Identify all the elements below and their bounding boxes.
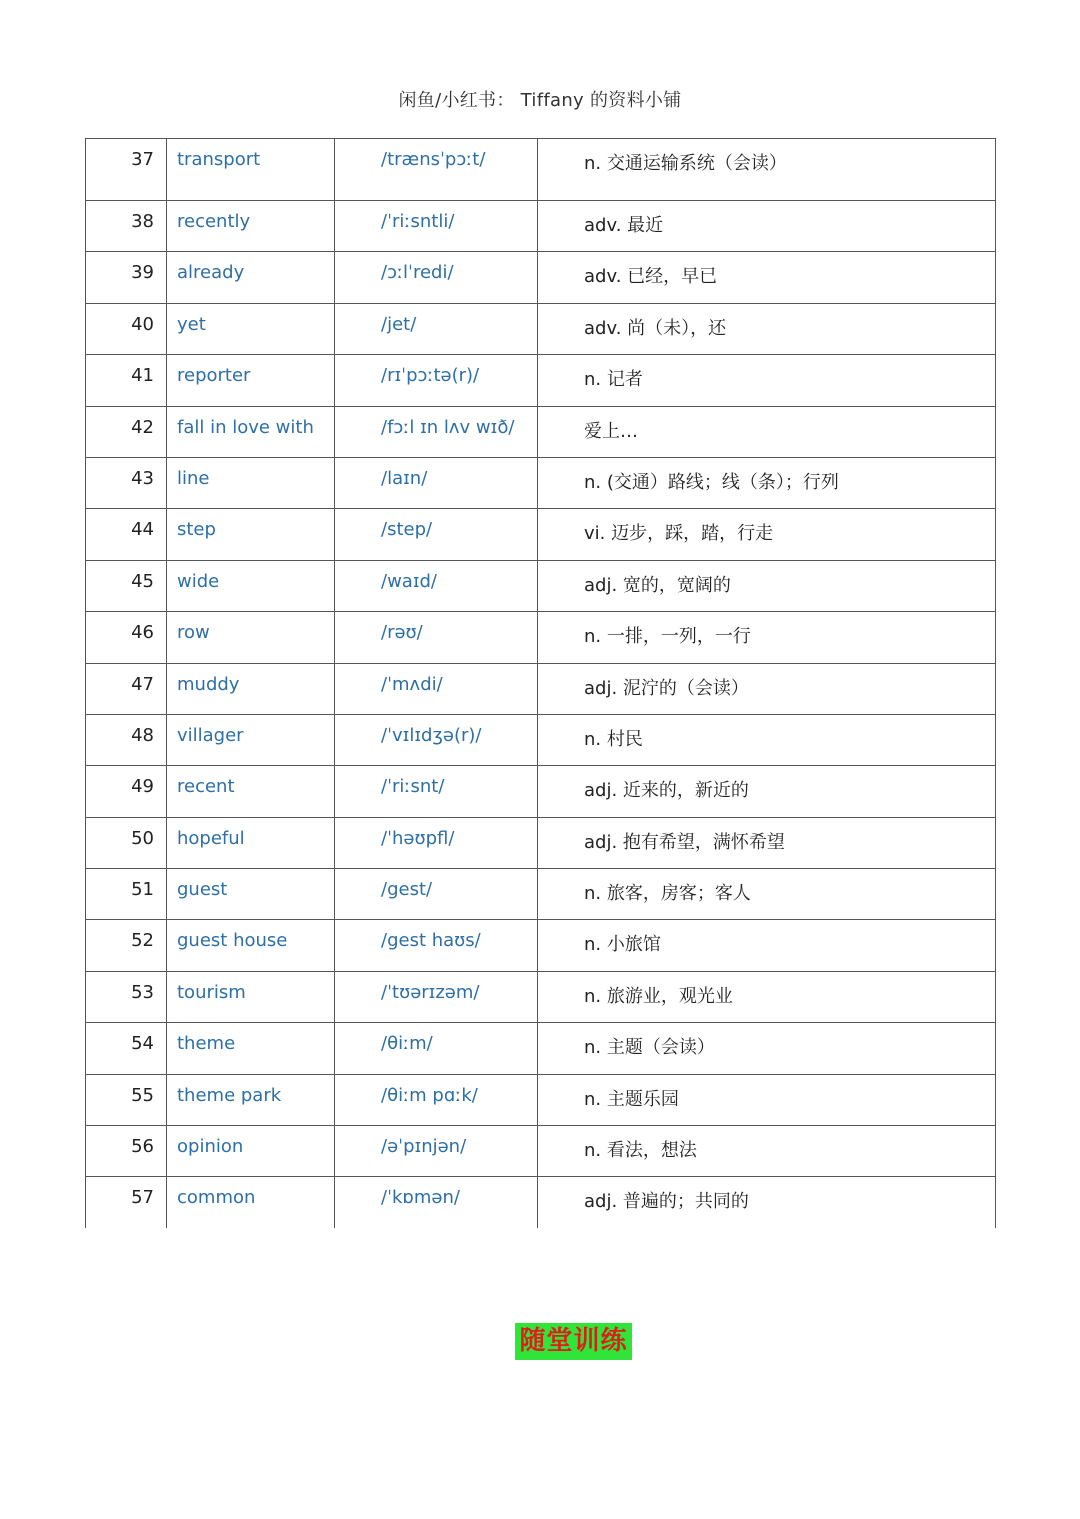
word-cell: already [167, 252, 335, 303]
table-row [86, 817, 996, 868]
word-cell: recently [167, 201, 335, 252]
table-row [86, 252, 996, 303]
meaning-cell: vi. 迈步，踩，踏，行走 [538, 509, 996, 560]
row-number: 45 [86, 560, 167, 611]
table-row [86, 303, 996, 354]
vocabulary-table [85, 138, 996, 1228]
row-number: 39 [86, 252, 167, 303]
row-number: 46 [86, 612, 167, 663]
phonetic-cell: /gest haʊs/ [335, 920, 538, 971]
word-cell: step [167, 509, 335, 560]
phonetic-cell: /waɪd/ [335, 560, 538, 611]
meaning-cell: adj. 近来的，新近的 [538, 766, 996, 817]
phonetic-cell: /trænsˈpɔːt/ [335, 139, 538, 201]
meaning-cell: n. 主题乐园 [538, 1074, 996, 1125]
word-cell: fall in love with [167, 406, 335, 457]
meaning-cell: adv. 已经，早已 [538, 252, 996, 303]
meaning-cell: n. 旅游业，观光业 [538, 971, 996, 1022]
section-title: 随堂训练 [515, 1323, 632, 1360]
row-number: 47 [86, 663, 167, 714]
table-row [86, 766, 996, 817]
row-number: 43 [86, 457, 167, 508]
phonetic-cell: /rɪˈpɔːtə(r)/ [335, 355, 538, 406]
row-number: 38 [86, 201, 167, 252]
row-number: 49 [86, 766, 167, 817]
table-row [86, 355, 996, 406]
phonetic-cell: /əˈpɪnjən/ [335, 1126, 538, 1177]
word-cell: yet [167, 303, 335, 354]
meaning-cell: n. 记者 [538, 355, 996, 406]
phonetic-cell: /ˈtʊərɪzəm/ [335, 971, 538, 1022]
word-cell: tourism [167, 971, 335, 1022]
row-number: 41 [86, 355, 167, 406]
word-cell: theme [167, 1023, 335, 1074]
phonetic-cell: /θiːm pɑːk/ [335, 1074, 538, 1125]
meaning-cell: n. 旅客，房客；客人 [538, 869, 996, 920]
row-number: 48 [86, 714, 167, 765]
word-cell: reporter [167, 355, 335, 406]
phonetic-cell: /ˈmʌdi/ [335, 663, 538, 714]
word-cell: recent [167, 766, 335, 817]
row-number: 52 [86, 920, 167, 971]
page-header: 闲鱼/小红书： Tiffany 的资料小铺 [398, 90, 682, 111]
phonetic-cell: /step/ [335, 509, 538, 560]
table-row [86, 139, 996, 201]
table-row [86, 663, 996, 714]
meaning-cell: adv. 尚（未），还 [538, 303, 996, 354]
table-row [86, 869, 996, 920]
meaning-cell: n. 看法，想法 [538, 1126, 996, 1177]
meaning-cell: adj. 抱有希望，满怀希望 [538, 817, 996, 868]
meaning-cell: n. 交通运输系统（会读） [538, 139, 996, 201]
meaning-cell: 爱上… [538, 406, 996, 457]
table-row [86, 457, 996, 508]
row-number: 56 [86, 1126, 167, 1177]
meaning-cell: adv. 最近 [538, 201, 996, 252]
row-number: 54 [86, 1023, 167, 1074]
phonetic-cell: /gest/ [335, 869, 538, 920]
phonetic-cell: /laɪn/ [335, 457, 538, 508]
row-number: 50 [86, 817, 167, 868]
table-row [86, 1023, 996, 1074]
word-cell: guest [167, 869, 335, 920]
table-row [86, 509, 996, 560]
table-row [86, 1177, 996, 1228]
phonetic-cell: /ɔːlˈredi/ [335, 252, 538, 303]
phonetic-cell: /ˈhəʊpfl/ [335, 817, 538, 868]
row-number: 42 [86, 406, 167, 457]
phonetic-cell: /ˈvɪlɪdʒə(r)/ [335, 714, 538, 765]
word-cell: villager [167, 714, 335, 765]
word-cell: muddy [167, 663, 335, 714]
phonetic-cell: /ˈriːsntli/ [335, 201, 538, 252]
meaning-cell: adj. 泥泞的（会读） [538, 663, 996, 714]
phonetic-cell: /jet/ [335, 303, 538, 354]
phonetic-cell: /rəʊ/ [335, 612, 538, 663]
table-row [86, 971, 996, 1022]
row-number: 57 [86, 1177, 167, 1228]
meaning-cell: n. 主题（会读） [538, 1023, 996, 1074]
word-cell: guest house [167, 920, 335, 971]
table-row [86, 1074, 996, 1125]
word-cell: common [167, 1177, 335, 1228]
word-cell: wide [167, 560, 335, 611]
row-number: 53 [86, 971, 167, 1022]
word-cell: line [167, 457, 335, 508]
meaning-cell: adj. 宽的，宽阔的 [538, 560, 996, 611]
row-number: 44 [86, 509, 167, 560]
phonetic-cell: /fɔːl ɪn lʌv wɪð/ [335, 406, 538, 457]
row-number: 51 [86, 869, 167, 920]
meaning-cell: adj. 普遍的；共同的 [538, 1177, 996, 1228]
table-row [86, 1126, 996, 1177]
word-cell: transport [167, 139, 335, 201]
table-row [86, 406, 996, 457]
word-cell: hopeful [167, 817, 335, 868]
meaning-cell: n. 村民 [538, 714, 996, 765]
row-number: 37 [86, 139, 167, 201]
word-cell: theme park [167, 1074, 335, 1125]
meaning-cell: n. 小旅馆 [538, 920, 996, 971]
phonetic-cell: /ˈkɒmən/ [335, 1177, 538, 1228]
row-number: 55 [86, 1074, 167, 1125]
meaning-cell: n. 一排，一列，一行 [538, 612, 996, 663]
table-row [86, 714, 996, 765]
word-cell: row [167, 612, 335, 663]
row-number: 40 [86, 303, 167, 354]
word-cell: opinion [167, 1126, 335, 1177]
table-row [86, 920, 996, 971]
meaning-cell: n. (交通）路线；线（条）；行列 [538, 457, 996, 508]
table-row [86, 612, 996, 663]
table-row [86, 560, 996, 611]
phonetic-cell: /ˈriːsnt/ [335, 766, 538, 817]
phonetic-cell: /θiːm/ [335, 1023, 538, 1074]
table-row [86, 201, 996, 252]
